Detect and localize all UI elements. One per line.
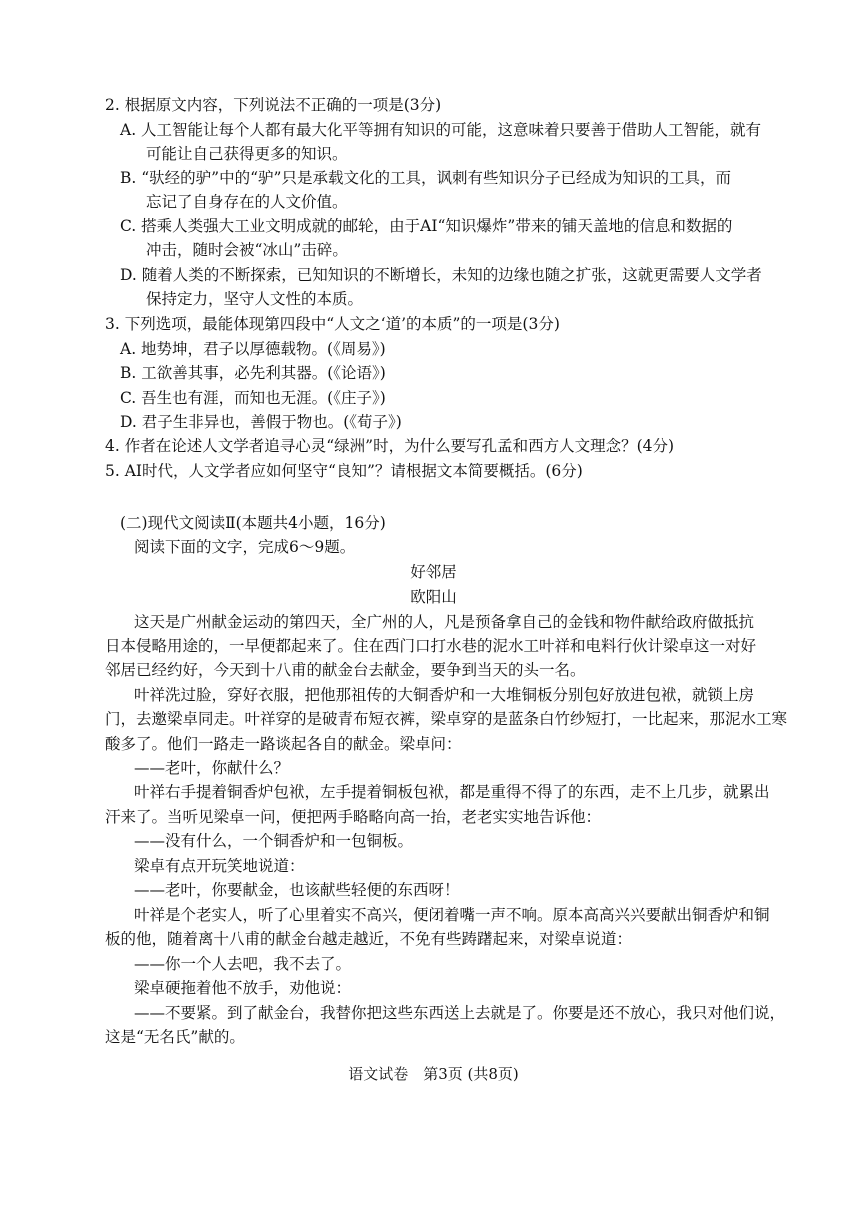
story-line: 叶祥是个老实人，听了心里着实不高兴，便闭着嘴一声不响。原本高高兴兴要献出铜香炉和铜: [134, 906, 770, 924]
question-5: 5. AI时代，人文学者应如何坚守“良知”？请根据文本简要概括。(6分): [105, 462, 583, 480]
question-3-option-b: B. 工欲善其事，必先利其器。(《论语》): [120, 364, 386, 382]
question-2-option-d-cont: 保持定力，坚守人文性的本质。: [146, 290, 364, 308]
question-2-option-a-cont: 可能让自己获得更多的知识。: [146, 145, 348, 163]
section-instruction: 阅读下面的文字，完成6～9题。: [134, 538, 356, 556]
question-2-option-a: A. 人工智能让每个人都有最大化平等拥有知识的可能，这意味着只要善于借助人工智能，就有: [120, 121, 762, 139]
question-3-option-a: A. 地势坤，君子以厚德载物。(《周易》): [120, 340, 386, 358]
story-line: ——没有什么，一个铜香炉和一包铜板。: [134, 832, 414, 850]
story-line: ——不要紧。到了献金台，我替你把这些东西送上去就是了。你要是还不放心，我只对他们说，: [134, 1004, 786, 1022]
question-2-option-d: D. 随着人类的不断探索，已知知识的不断增长，未知的边缘也随之扩张，这就更需要人文学者: [120, 266, 762, 284]
question-3-option-c: C. 吾生也有涯，而知也无涯。(《庄子》): [120, 389, 386, 407]
section-heading: (二)现代文阅读Ⅱ(本题共4小题，16分): [120, 514, 386, 532]
story-line: ——你一个人去吧，我不去了。: [134, 955, 352, 973]
story-line: 门，去邀梁卓同走。叶祥穿的是破青布短衣裤，梁卓穿的是蓝条白竹纱短打，一比起来，那泥水工寒: [105, 710, 788, 728]
story-line: 日本侵略用途的，一早便都起来了。住在西门口打水巷的泥水工叶祥和电料行伙计梁卓这一对好: [105, 637, 757, 655]
question-2-stem: 2. 根据原文内容，下列说法不正确的一项是(3分): [105, 96, 442, 114]
story-line: 板的他，随着离十八甫的献金台越走越近，不免有些踌躇起来，对梁卓说道：: [105, 930, 633, 948]
question-3-option-d: D. 君子生非异也，善假于物也。(《荀子》): [120, 413, 402, 431]
story-line: 这是“无名氏”献的。: [105, 1028, 245, 1046]
story-author: 欧阳山: [410, 588, 457, 606]
question-2-option-b: B. “驮经的驴”中的“驴”只是承载文化的工具，讽刺有些知识分子已经成为知识的工具，而: [120, 169, 731, 187]
question-3-stem: 3. 下列选项，最能体现第四段中“人文之‘道’的本质”的一项是(3分): [105, 315, 560, 333]
story-title: 好邻居: [410, 563, 457, 581]
story-line: 酸多了。他们一路走一路谈起各自的献金。梁卓问：: [105, 735, 462, 753]
story-line: 这天是广州献金运动的第四天，全广州的人，凡是预备拿自己的金钱和物件献给政府做抵抗: [134, 613, 755, 631]
story-line: 邻居已经约好，今天到十八甫的献金台去献金，要争到当天的头一名。: [105, 661, 586, 679]
question-2-option-b-cont: 忘记了自身存在的人文价值。: [146, 193, 348, 211]
page-footer: 语文试卷 第3页 (共8页): [348, 1065, 519, 1083]
story-line: 梁卓硬拖着他不放手，劝他说：: [134, 979, 352, 997]
story-line: 叶祥洗过脸，穿好衣服，把他那祖传的大铜香炉和一大堆铜板分别包好放进包袱，就锁上房: [134, 686, 755, 704]
story-line: ——老叶，你要献金，也该献些轻便的东西呀！: [134, 881, 460, 899]
story-line: 叶祥右手提着铜香炉包袱，左手提着铜板包袱，都是重得不得了的东西，走不上几步，就累出: [134, 783, 770, 801]
question-2-option-c: C. 搭乘人类强大工业文明成就的邮轮，由于AI“知识爆炸”带来的铺天盖地的信息和数据的: [120, 217, 733, 235]
story-line: 梁卓有点开玩笑地说道：: [134, 857, 305, 875]
question-2-option-c-cont: 冲击，随时会被“冰山”击碎。: [146, 241, 348, 259]
story-line: ——老叶，你献什么？: [134, 759, 290, 777]
story-line: 汗来了。当听见梁卓一问，便把两手略略向高一抬，老老实实地告诉他：: [105, 808, 602, 826]
question-4: 4. 作者在论述人文学者追寻心灵“绿洲”时，为什么要写孔孟和西方人文理念？(4分): [105, 437, 675, 455]
